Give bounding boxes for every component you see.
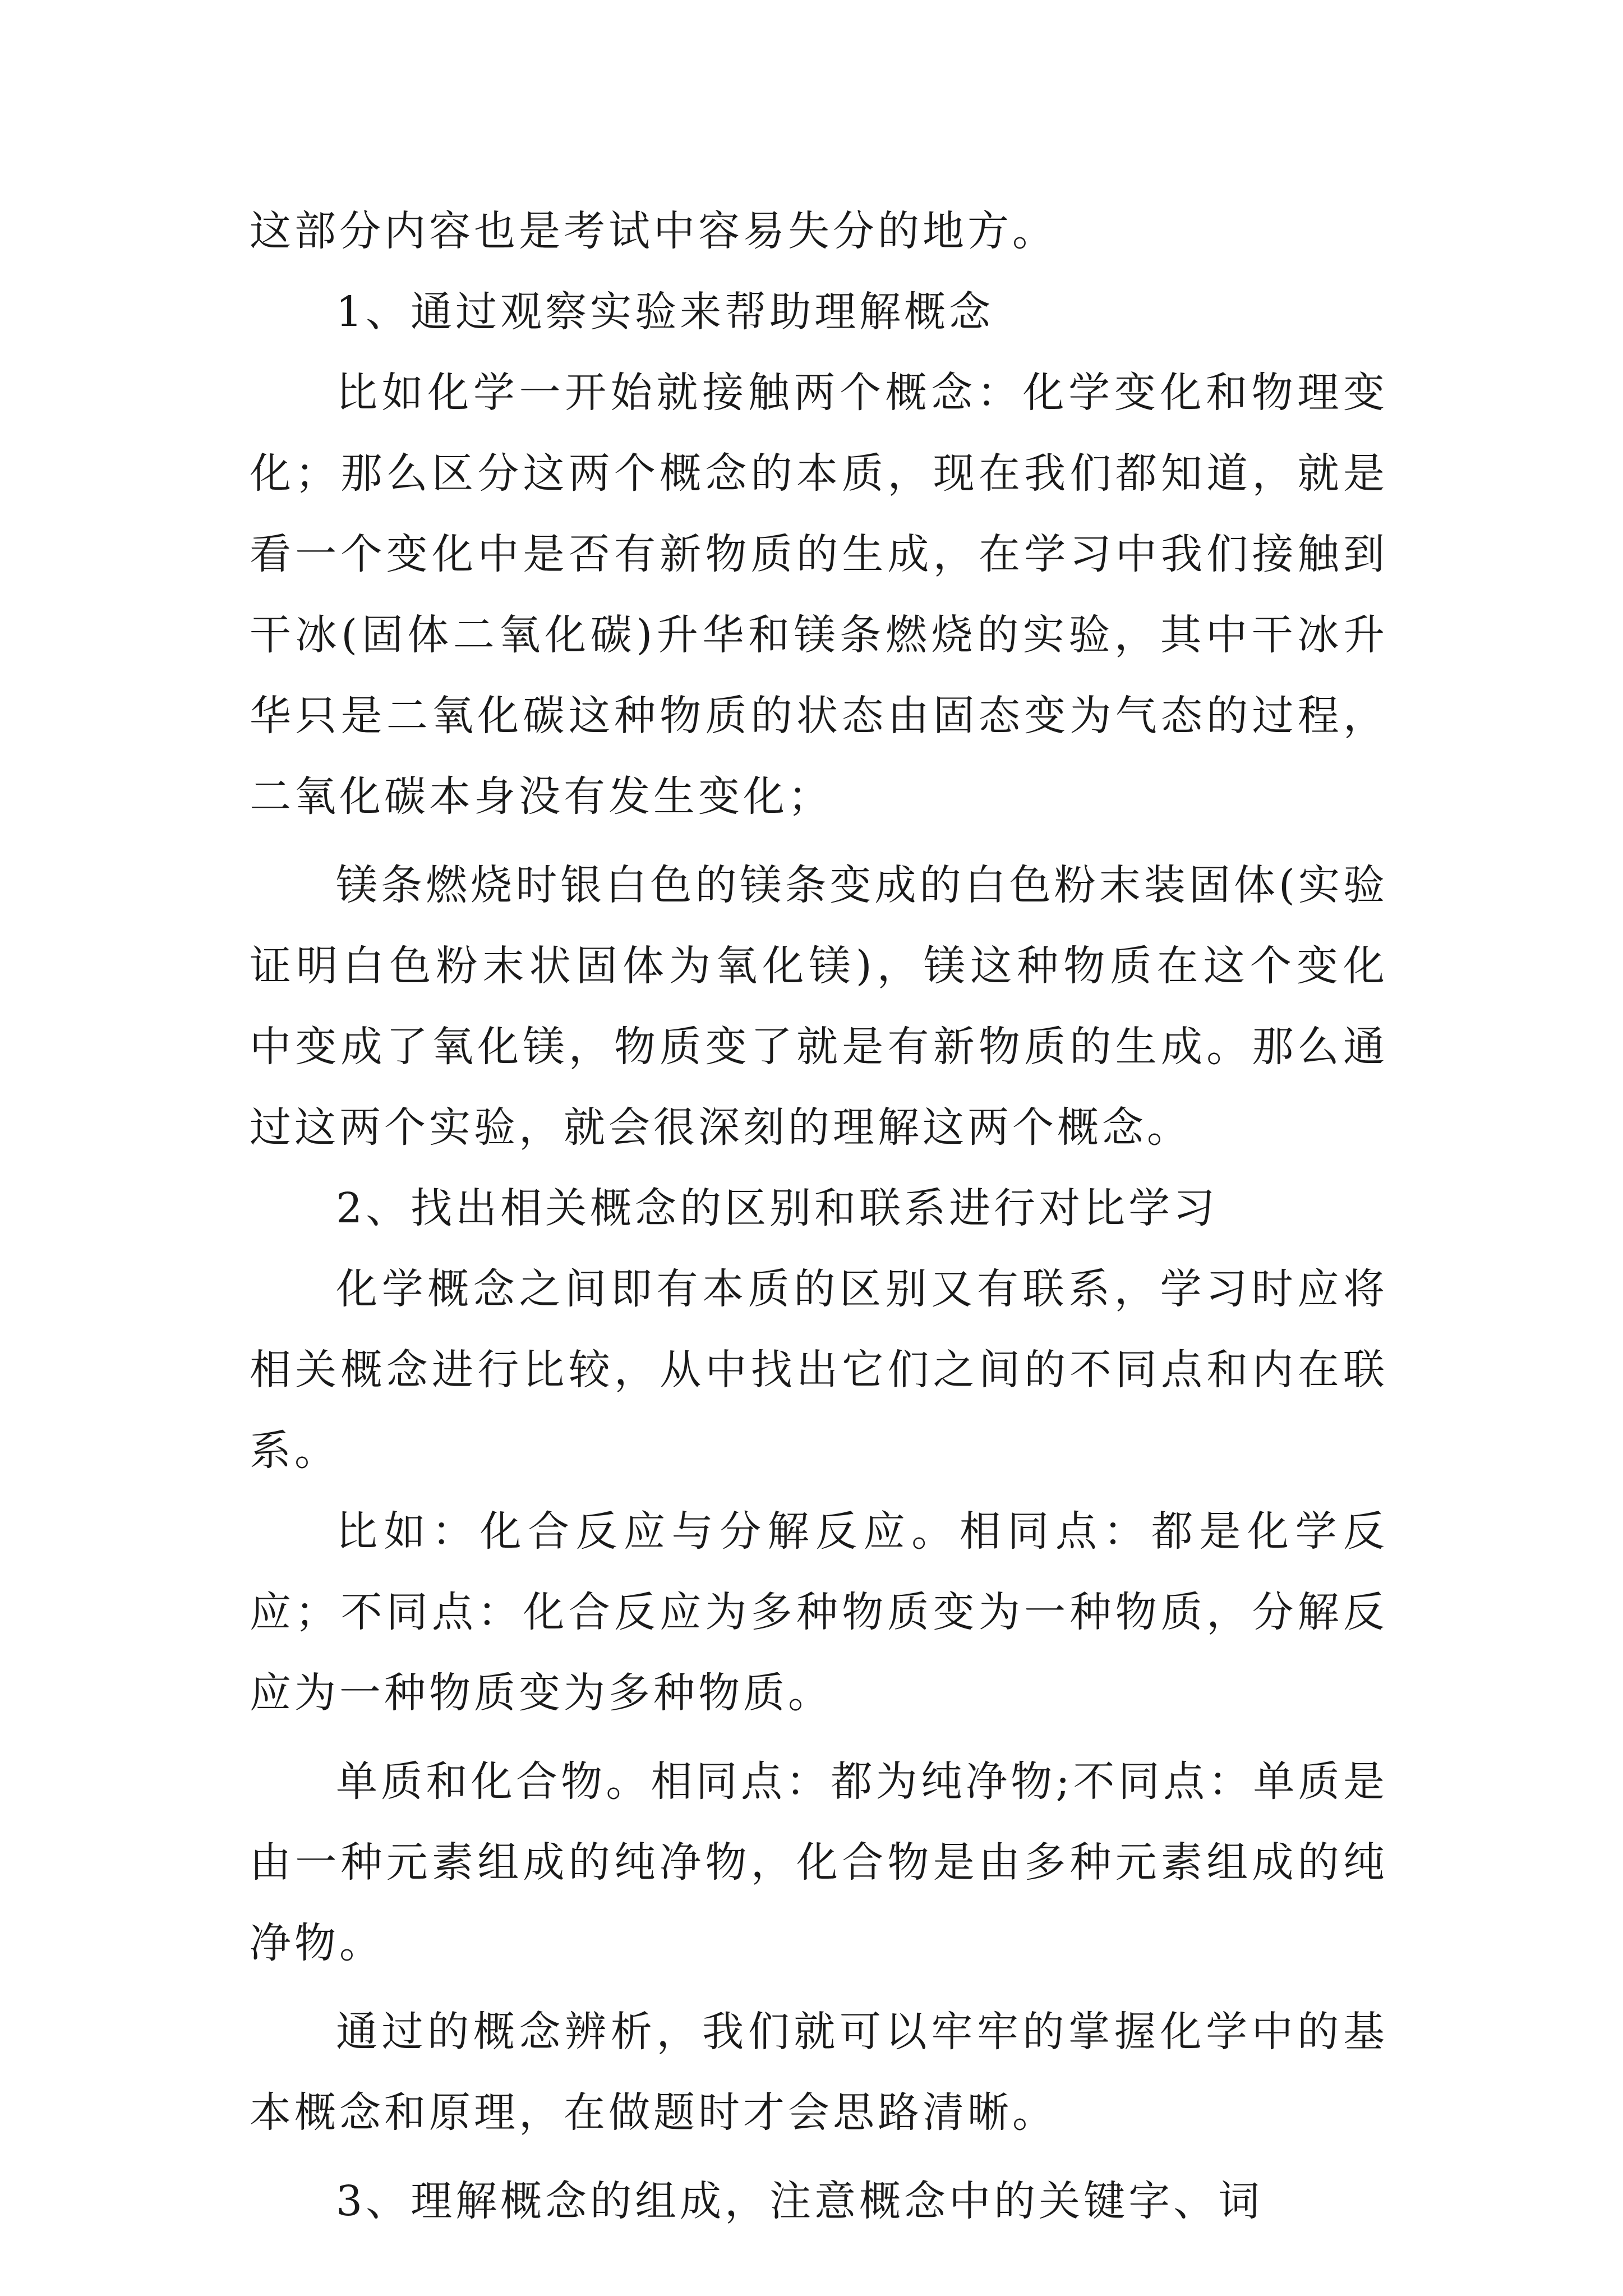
paragraph-magnesium-burning: 镁条燃烧时银白色的镁条变成的白色粉末装固体(实验证明白色粉末状固体为氧化镁)，镁这种物质在这个变化中变成了氧化镁，物质变了就是有新物质的生成。那么通过这两个实验，就会很深刻的理解这两个概念。 (250, 861, 1388, 1152)
paragraph-concept-analysis: 通过的概念辨析，我们就可以牢牢的掌握化学中的基本概念和原理，在做题时才会思路清晰。 (250, 2008, 1388, 2137)
paragraph-concept-comparison: 化学概念之间即有本质的区别又有联系，学习时应将相关概念进行比较，从中找出它们之间的不同点和内在联系。 (250, 1265, 1388, 1475)
paragraph-chemical-physical-change: 比如化学一开始就接触两个概念：化学变化和物理变化；那么区分这两个概念的本质，现在我们都知道，就是看一个变化中是否有新物质的生成，在学习中我们接触到干冰(固体二氧化碳)升华和镁条燃烧的实验，其中干冰升华只是二氧化碳这种物质的状态由固态变为气态的过程，二氧化碳本身没有发生变化； (250, 369, 1388, 821)
paragraph-element-compound: 单质和化合物。相同点：都为纯净物;不同点：单质是由一种元素组成的纯净物，化合物是由多种元素组成的纯净物。 (250, 1757, 1388, 1967)
heading-point-3: 3、理解概念的组成，注意概念中的关键字、词 (336, 2177, 1264, 2225)
document-body (250, 191, 1388, 2242)
paragraph-combination-decomposition: 比如：化合反应与分解反应。相同点：都是化学反应；不同点：化合反应为多种物质变为一种物质，分解反应为一种物质变为多种物质。 (250, 1507, 1388, 1717)
heading-point-2: 2、找出相关概念的区别和联系进行对比学习 (336, 1184, 1219, 1232)
paragraph-continuation: 这部分内容也是考试中容易失分的地方。 (250, 207, 1057, 255)
heading-point-1: 1、通过观察实验来帮助理解概念 (336, 288, 994, 336)
